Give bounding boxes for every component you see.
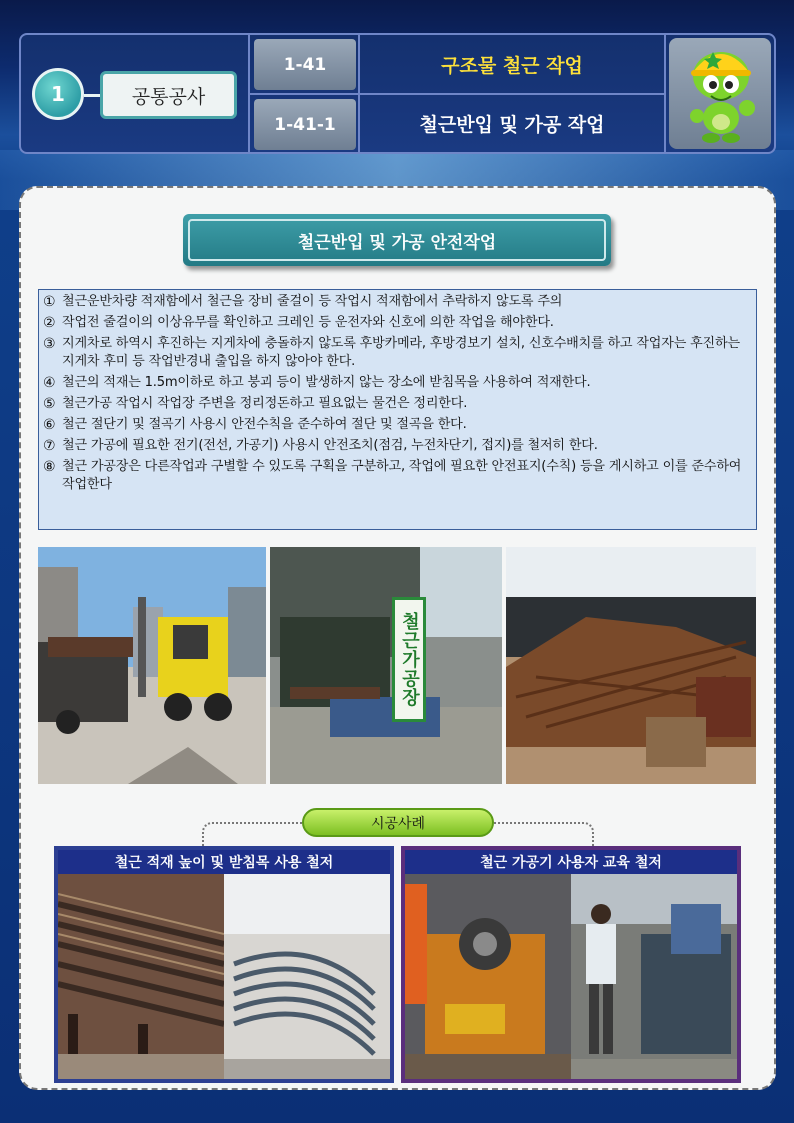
case-box-right: [401, 846, 741, 1083]
rule-text: 철근운반차량 적재함에서 철근을 장비 줄걸이 등 작업시 적재함에서 추락하지 않도록 주의: [62, 294, 563, 309]
rule-item: [43, 416, 752, 434]
case-title-left: 철근 적재 높이 및 받침목 사용 철저: [58, 850, 390, 874]
section-number: 1: [51, 82, 65, 106]
rule-text: 지게차로 하역시 후진하는 지게차에 충돌하지 않도록 후방카메라, 후방경보기 설치, 신호수배치를 하고 작업자는 후진하는 지게차 후미 등 작업반경내 출입을 하지 않아야 한다.: [62, 336, 740, 369]
title-primary-text: 구조물 철근 작업: [441, 55, 583, 77]
rule-item: [43, 314, 752, 332]
sign-text: 철근가공장: [399, 612, 420, 707]
rule-marker: ⑧: [43, 459, 56, 475]
code-primary: 1-41: [254, 39, 356, 90]
case-box-left: [54, 846, 394, 1083]
rule-text: 철근 절단기 및 절곡기 사용시 안전수칙을 준수하여 절단 및 절곡을 한다.: [62, 417, 467, 432]
header-divider: [664, 35, 666, 152]
category-label: 공통공사: [100, 71, 237, 119]
title-secondary-text: 철근반입 및 가공 작업: [419, 114, 605, 136]
section-number-badge: [32, 68, 84, 120]
rule-item: [43, 293, 752, 311]
rule-marker: ④: [43, 375, 56, 391]
photo-rebar-processing-yard: [270, 547, 502, 784]
photo-bending-machine: [405, 874, 571, 1079]
rule-marker: ①: [43, 294, 56, 310]
code-secondary: 1-41-1: [254, 99, 356, 150]
rule-marker: ③: [43, 336, 56, 352]
rule-marker: ⑦: [43, 438, 56, 454]
case-label: 시공사례: [302, 808, 494, 837]
case-connector-right: [494, 822, 594, 848]
case-connector-left: [202, 822, 302, 848]
rule-marker: ②: [43, 315, 56, 331]
rule-text: 철근 가공장은 다른작업과 구별할 수 있도록 구획을 구분하고, 작업에 필요한 안전표지(수칙) 등을 게시하고 이를 준수하여 작업한다: [62, 459, 742, 492]
rule-item: [43, 437, 752, 455]
case-title-right: 철근 가공기 사용자 교육 철저: [405, 850, 737, 874]
section-title-banner: [183, 214, 611, 266]
photo-bent-rebar-stack: [224, 874, 390, 1079]
photo-rebar-pile: [506, 547, 756, 784]
title-primary: [362, 37, 662, 92]
header-divider: [250, 93, 664, 95]
photo-rebar-rack: [58, 874, 224, 1079]
rule-text: 철근의 적재는 1.5m이하로 하고 붕괴 등이 발생하지 않는 장소에 받침목을 사용하여 적재한다.: [62, 375, 591, 390]
rule-text: 철근가공 작업시 작업장 주변을 정리정돈하고 필요없는 물건은 정리한다.: [62, 396, 468, 411]
rule-text: 철근 가공에 필요한 전기(전선, 가공기) 사용시 안전조치(점검, 누전차단기, 접지)를 철저히 한다.: [62, 438, 598, 453]
mascot-icon: [669, 38, 771, 149]
rule-item: [43, 395, 752, 413]
photo-worker-training: [571, 874, 737, 1079]
case-photos-right: [405, 874, 737, 1079]
rule-item: [43, 335, 752, 371]
title-secondary: [362, 96, 662, 151]
mascot-frame: [669, 38, 771, 149]
rule-item: [43, 374, 752, 392]
photo-forklift-unloading: [38, 547, 266, 784]
rule-text: 작업전 줄걸이의 이상유무를 확인하고 크레인 등 운전자와 신호에 의한 작업을 해야한다.: [62, 315, 554, 330]
section-title: 철근반입 및 가공 안전작업: [188, 219, 606, 261]
case-photos-left: [58, 874, 390, 1079]
rebar-yard-sign: [392, 597, 426, 722]
rule-item: [43, 458, 752, 494]
safety-rules-box: [38, 289, 757, 530]
rule-marker: ⑤: [43, 396, 56, 412]
rule-marker: ⑥: [43, 417, 56, 433]
